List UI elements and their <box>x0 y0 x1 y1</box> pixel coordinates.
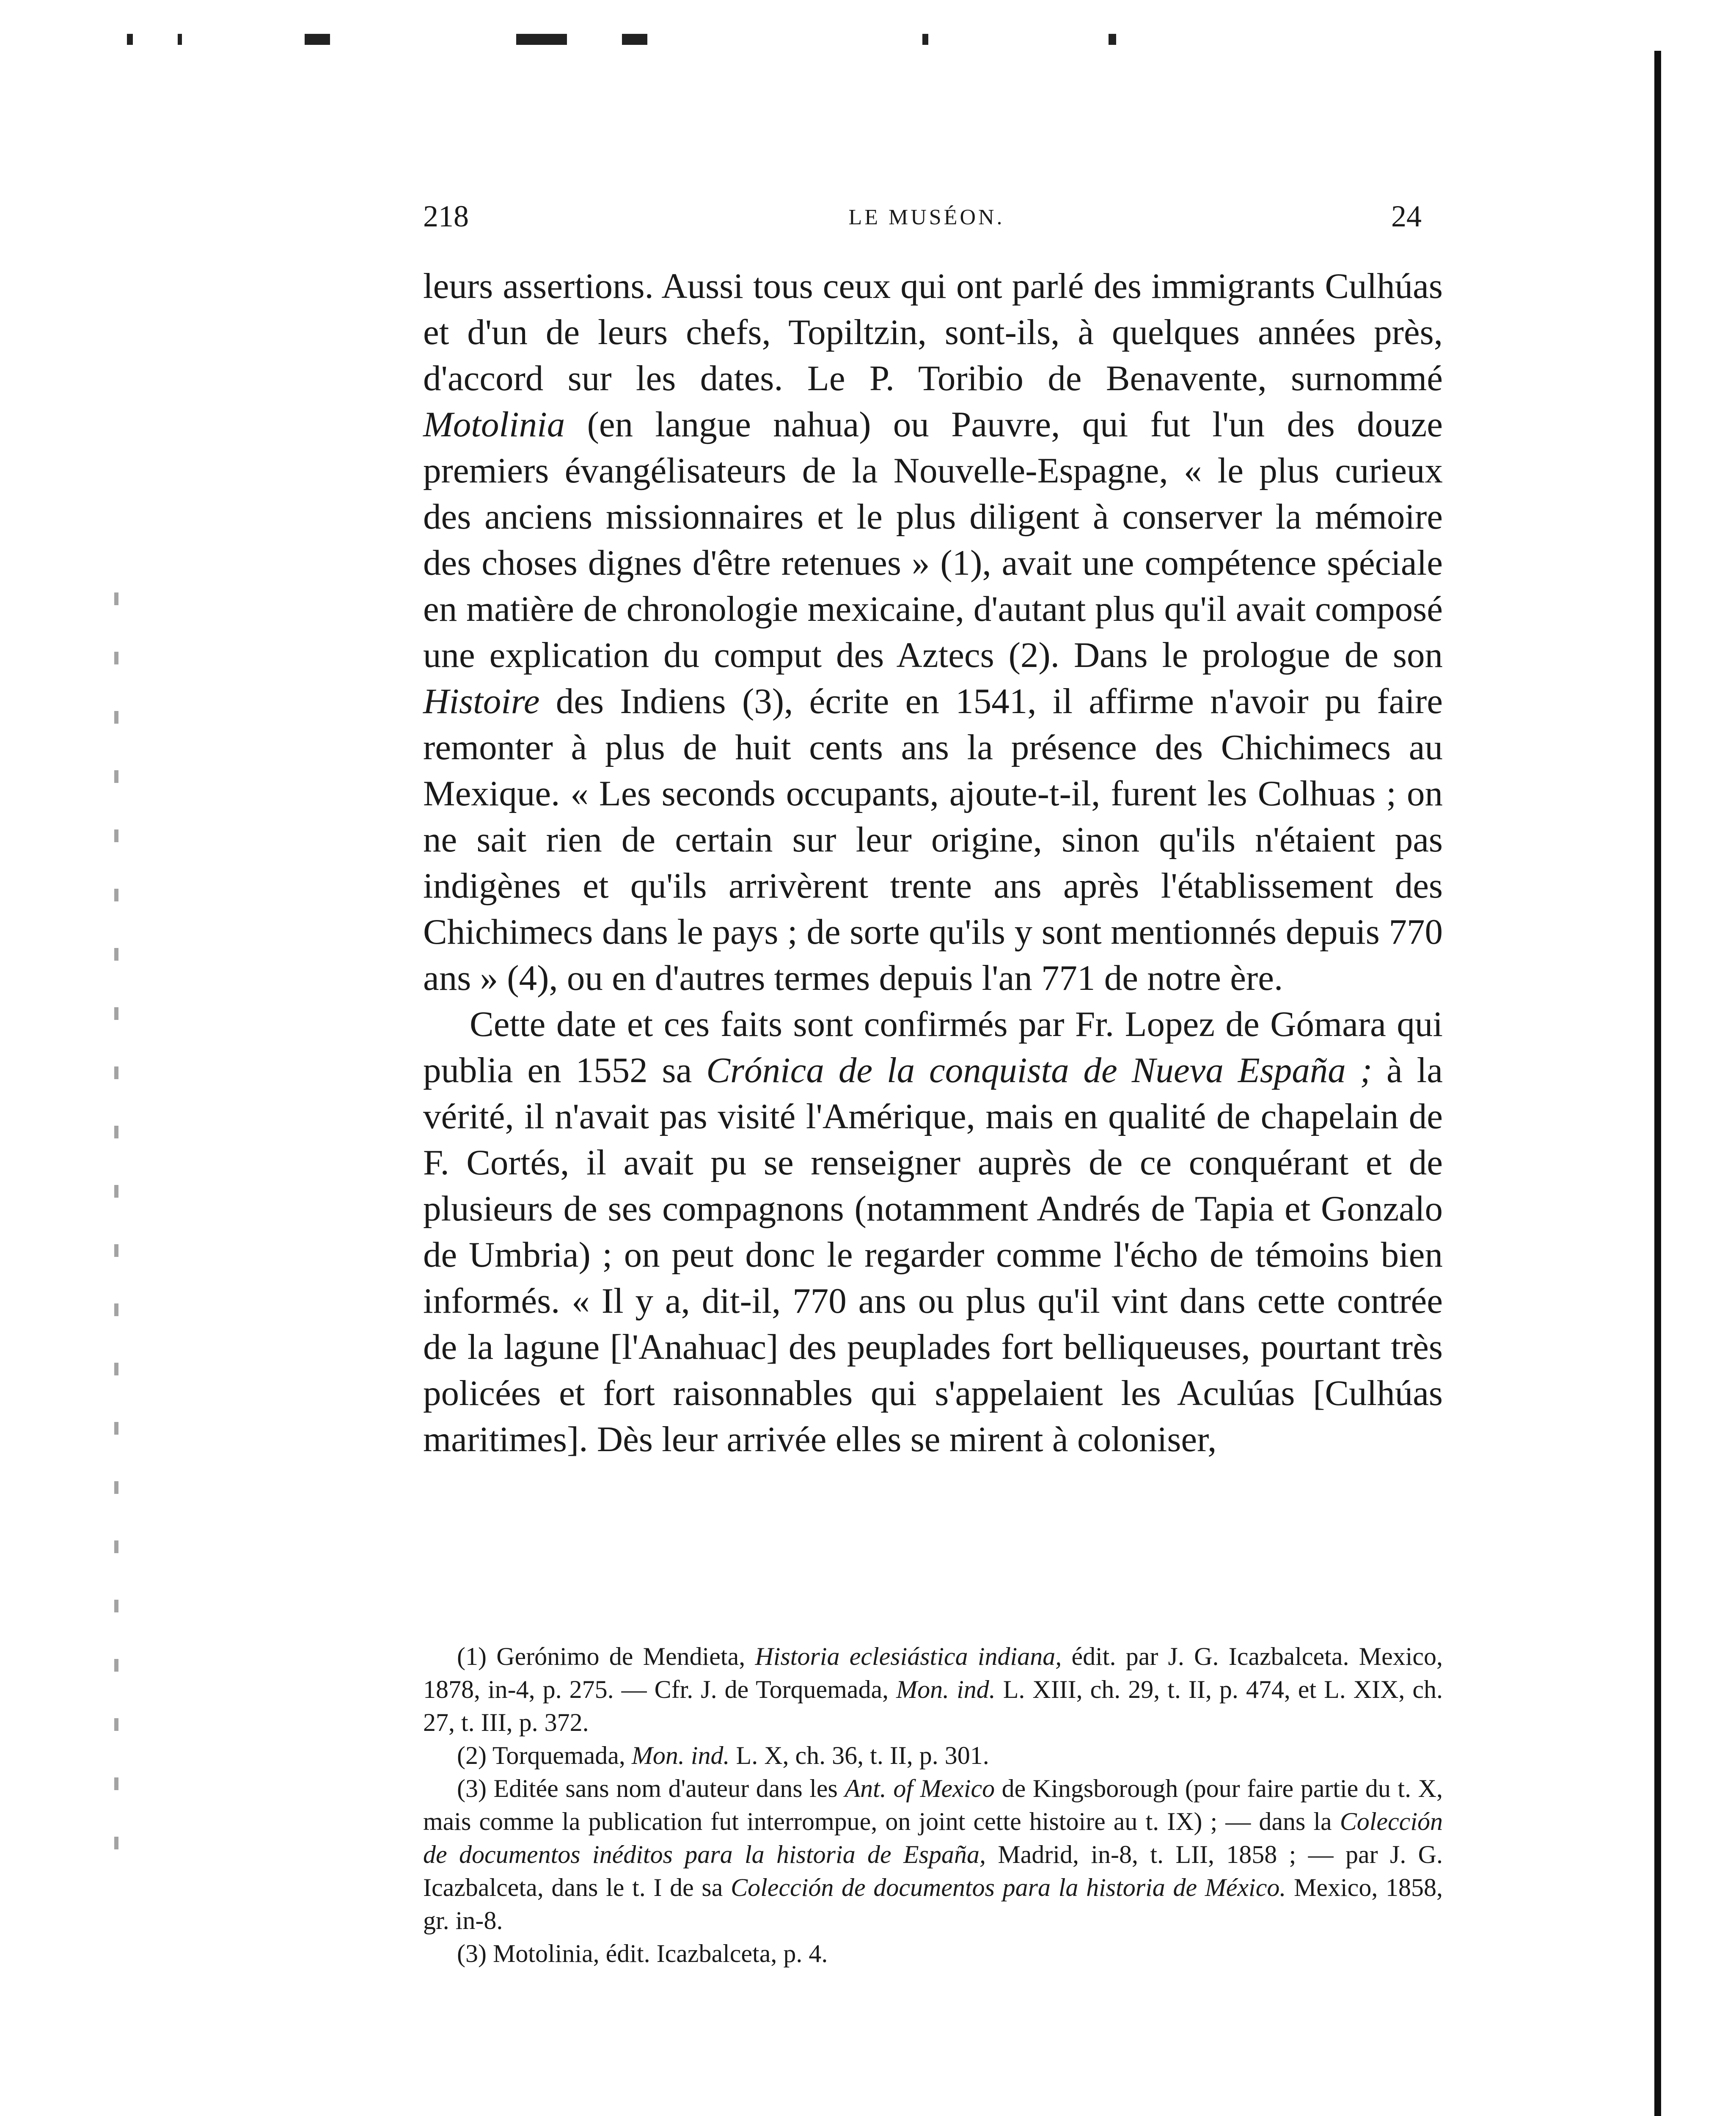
scan-edge-right <box>1654 51 1661 2116</box>
footnote-segment: (3) Editée sans nom d'auteur dans les <box>457 1774 845 1802</box>
footnote-segment: Madrid, in-8, t. LII, 1858 ; — par J. G. Icazbalceta, dans le t. I de sa <box>423 1840 1443 1901</box>
footnote-segment: (2) Torquemada, <box>457 1741 632 1769</box>
footnote-segment: L. XIII, ch. 29, t. II, p. 474, et L. XIX, ch. 27, t. III, p. 372. <box>423 1675 1443 1736</box>
paragraph-1-segment: leurs assertions. Aussi tous ceux qui ont parlé des immigrants Culhúas et d'un de leurs chefs, Topiltzin, sont-ils, à quelques années près, d'accord sur les dates. Le P. Toribio de Benavente, surnommé <box>423 266 1443 398</box>
page-number-right: 24 <box>1391 199 1422 233</box>
paragraph-2-segment: à la vérité, il n'avait pas visité l'Amérique, mais en qualité de chapelain de F. Cortés, il avait pu se renseigner auprès de ce conquérant et de plusieurs de ses compagnons (notamment Andrés de Tapia et Gonzalo de Umbria) ; on peut donc le regarder comme l'écho de témoins bien informés. « Il y a, dit-il, 770 ans ou plus qu'il vint dans cette contrée de la lagune [l'Anahuac] des peuplades fort belliqueuses, pourtant très policées et fort raisonnables qui s'appelaient les Aculúas [Culhúas maritimes]. Dès leur arrivée elles se mirent à coloniser, <box>423 1050 1443 1459</box>
footnote-italic: Historia eclesiástica indiana, <box>755 1642 1062 1670</box>
paragraph-1 <box>423 263 1443 1001</box>
footnote-4 <box>423 1937 1443 1970</box>
footnote-segment: (1) Gerónimo de Mendieta, <box>457 1642 755 1670</box>
footnote-italic: Colección de documentos para la historia de México. <box>731 1874 1286 1901</box>
scan-edge-left <box>114 592 118 1862</box>
footnote-segment: L. X, ch. 36, t. II, p. 301. <box>729 1741 989 1769</box>
footnote-2 <box>423 1739 1443 1772</box>
paragraph-2 <box>423 1001 1443 1463</box>
paragraph-1-segment: des Indiens (3), écrite en 1541, il affirme n'avoir pu faire remonter à plus de huit cents ans la présence des Chichimecs au Mexique. « Les seconds occupants, ajoute-t-il, furent les Colhuas ; on ne sait rien de certain sur leur origine, sinon qu'ils n'étaient pas indigènes et qu'ils arrivèrent trente ans après l'établissement des Chichimecs dans le pays ; de sorte qu'ils y sont mentionnés depuis 770 ans » (4), ou en d'autres termes depuis l'an 771 de notre ère. <box>423 681 1443 998</box>
footnote-segment: de Kingsborough (pour faire partie du t. X, mais comme la publication fut interrompue, on joint cette histoire au t. IX) ; — dans la <box>423 1774 1443 1835</box>
footnote-italic: Mon. ind. <box>631 1741 730 1769</box>
body-text <box>423 263 1443 1463</box>
footnote-1 <box>423 1640 1443 1739</box>
running-head: LE MUSÉON. <box>848 205 1005 229</box>
footnotes <box>423 1640 1443 1970</box>
page-number-left: 218 <box>423 199 469 233</box>
footnote-segment: (3) Motolinia, édit. Icazbalceta, p. 4. <box>457 1940 828 1967</box>
paragraph-1-italic: Histoire <box>423 681 540 721</box>
paragraph-1-segment: (en langue nahua) ou Pauvre, qui fut l'un des douze premiers évangélisateurs de la Nouvelle-Espagne, « le plus curieux des anciens missionnaires et le plus diligent à conserver la mémoire des choses dignes d'être retenues » (1), avait une compétence spéciale en matière de chronologie mexicaine, d'autant plus qu'il avait composé une explication du comput des Aztecs (2). Dans le prologue de son <box>423 405 1443 675</box>
footnote-italic: Mon. ind. <box>896 1675 996 1703</box>
scan-top-marks <box>127 25 1396 51</box>
footnote-segment: édit. par J. G. Icazbalceta. Mexico, 1878, in-4, p. 275. — Cfr. J. de Torquemada, <box>423 1642 1443 1703</box>
footnote-3 <box>423 1772 1443 1937</box>
footnote-italic: Colección de documentos inéditos para la historia de España, <box>423 1807 1443 1868</box>
page-header <box>423 199 1430 237</box>
paragraph-1-italic: Motolinia <box>423 405 565 444</box>
footnote-segment: Mexico, 1858, gr. in-8. <box>423 1874 1443 1934</box>
footnote-italic: Ant. of Mexico <box>845 1774 995 1802</box>
paragraph-2-italic: Crónica de la conquista de Nueva España ; <box>706 1050 1373 1090</box>
paragraph-2-segment: Cette date et ces faits sont confirmés par Fr. Lopez de Gómara qui publia en 1552 sa <box>423 1004 1443 1090</box>
